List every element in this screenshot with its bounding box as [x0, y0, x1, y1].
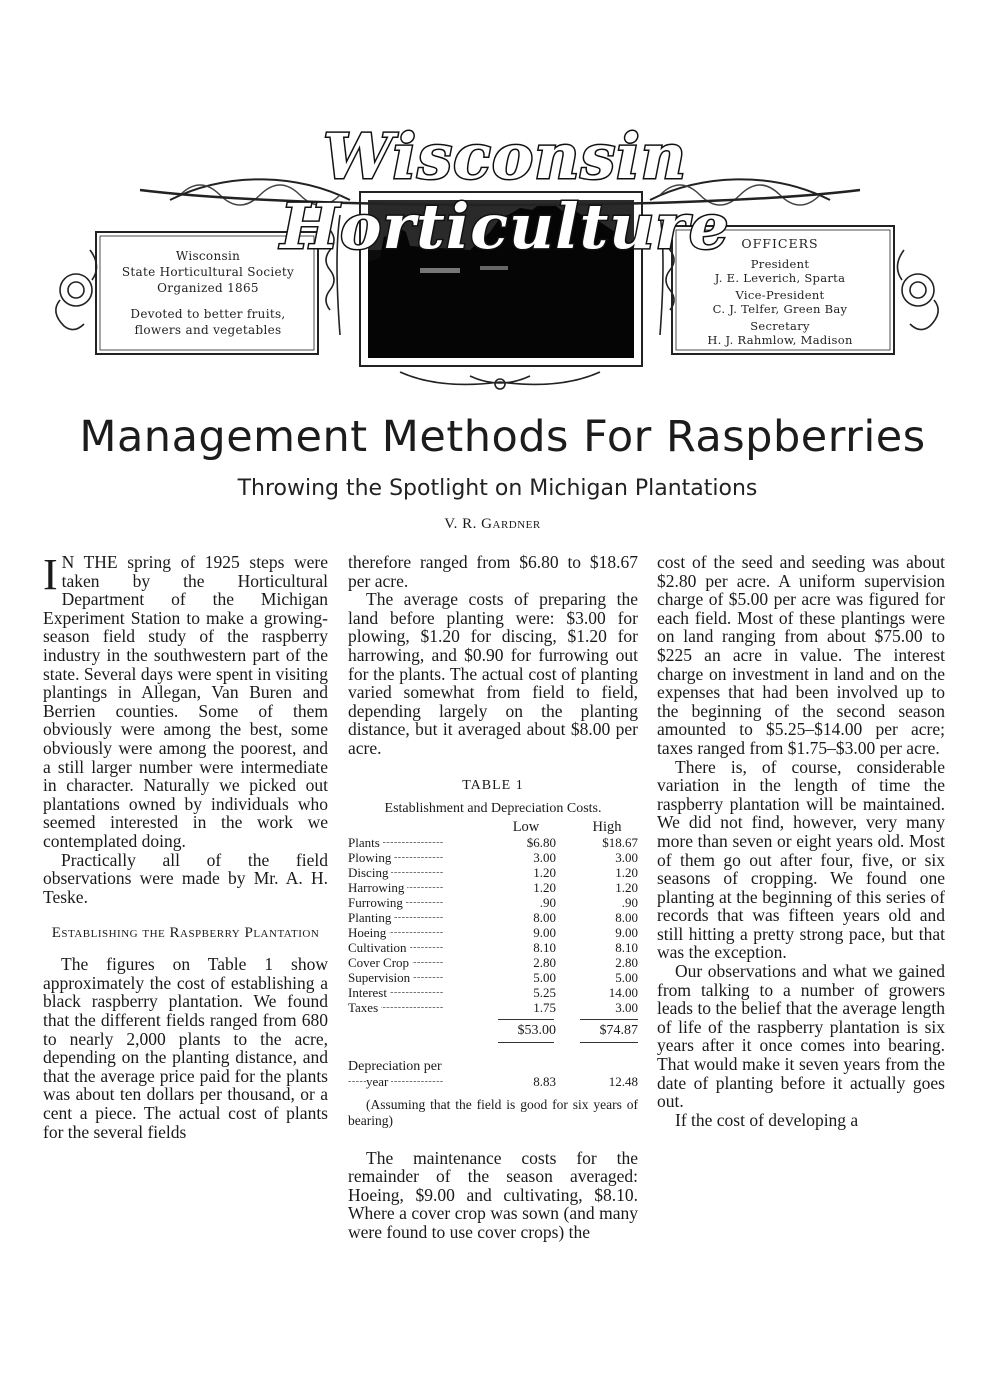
paragraph: cost of the seed and seeding was about $2.80 per acre. A uniform supervision charge of $5.00 per acre was figured for each field. Most of these plantings were on land ranging from about $75.00 to $225 an acre in value. The interest charge on investment in land and on the expenses that had been involved up to the beginning of the second season amounted to $5.25–$14.00 per acre; taxes ranged from $1.75–$3.00 per acre. — [657, 552, 945, 758]
officer-name: H. J. Rahmlow, Madison — [707, 333, 853, 347]
column-header-high: High — [592, 818, 622, 835]
depreciation-low: 8.83 — [533, 1073, 556, 1089]
row-low-value: 1.20 — [533, 864, 556, 880]
drop-cap: I — [43, 550, 58, 599]
table-row — [348, 955, 638, 970]
society-line: Organized 1865 — [157, 281, 259, 295]
row-label: Plants - - - — [348, 835, 496, 850]
officer-role: Secretary — [750, 319, 810, 333]
table-row — [348, 865, 638, 880]
depreciation-high: 12.48 — [608, 1073, 638, 1089]
masthead — [0, 0, 1005, 400]
table-note: (Assuming that the field is good for six years of bearing) — [348, 1096, 638, 1128]
row-low-value: 8.10 — [533, 939, 556, 955]
officers-heading: OFFICERS — [741, 236, 819, 251]
row-label: Furrowing - - - — [348, 895, 496, 910]
depreciation-row — [348, 1074, 638, 1089]
paragraph: Practically all of the field observations were made by Mr. A. H. Teske. — [43, 849, 328, 907]
row-low-value: 2.80 — [533, 954, 556, 970]
row-label: Plowing - - - — [348, 850, 496, 865]
row-high-value: 1.20 — [615, 864, 638, 880]
officer-name: J. E. Leverich, Sparta — [714, 271, 846, 285]
row-high-value: 14.00 — [608, 984, 638, 1000]
column-3 — [657, 553, 945, 1129]
table-caption: TABLE 1 — [462, 777, 524, 793]
row-label: Taxes - - - — [348, 1000, 496, 1015]
society-line: Devoted to better fruits, — [130, 307, 286, 321]
row-label: Interest - - - — [348, 985, 496, 1000]
depreciation-label: Depreciation per — [348, 1058, 442, 1074]
row-high-value: 8.00 — [615, 909, 638, 925]
article-title: Management Methods For Raspberries — [79, 412, 926, 462]
row-label: Cover Crop - - - — [348, 955, 496, 970]
row-high-value: 9.00 — [615, 924, 638, 940]
paragraph: therefore ranged from $6.80 to $18.67 per acre. — [348, 552, 638, 591]
masthead-title: Wisconsin Horticulture — [280, 120, 730, 263]
table-row — [348, 835, 638, 850]
society-line: flowers and vegetables — [134, 323, 282, 337]
table-body — [348, 835, 638, 1015]
row-low-value: 5.25 — [533, 984, 556, 1000]
column-2 — [348, 553, 638, 1242]
paragraph: The maintenance costs for the remainder of the season averaged: Hoeing, $9.00 and cultivating, $8.10. Where a cover crop was sown (and many were found to use cover crops) the — [348, 1147, 638, 1242]
officer-role: President — [750, 257, 810, 271]
paragraph: The average costs of preparing the land before planting were: $3.00 for plowing, $1.20 for discing, $1.20 for harrowing, and $0.90 for furrowing out for the plants. The actual cost of planting varied somewhat from field to field, depending largely on the planting distance, but it averaged about $8.00 per acre. — [348, 589, 638, 758]
row-label: Planting - - - — [348, 910, 496, 925]
row-high-value: 2.80 — [615, 954, 638, 970]
officer-role: Vice-President — [735, 288, 825, 302]
table-header-row — [348, 820, 638, 835]
column-1 — [43, 550, 328, 1142]
table-row — [348, 985, 638, 1000]
table-row — [348, 1000, 638, 1015]
row-label: Hoeing - - - — [348, 925, 496, 940]
row-low-value: 3.00 — [533, 849, 556, 865]
row-high-value: 8.10 — [615, 939, 638, 955]
row-low-value: 8.00 — [533, 909, 556, 925]
row-high-value: 3.00 — [615, 849, 638, 865]
row-high-value: 1.20 — [615, 879, 638, 895]
row-label: Cultivation - - - — [348, 940, 496, 955]
author-byline — [0, 516, 985, 533]
cost-table — [348, 778, 638, 1129]
row-high-value: 5.00 — [615, 969, 638, 985]
table-row — [348, 940, 638, 955]
total-rule — [348, 1019, 638, 1020]
table-row — [348, 850, 638, 865]
total-low: $53.00 — [517, 1022, 556, 1038]
officers-panel — [680, 236, 880, 351]
row-low-value: .90 — [539, 894, 556, 910]
article-subtitle: Throwing the Spotlight on Michigan Plantations — [237, 476, 758, 501]
paragraph: The figures on Table 1 show approximately the cost of establishing a black raspberry plantation. We found that the different fields ranged from 680 to nearly 2,000 plants to the acre, depending on the planting distance, and that the average price paid for the plants was about ten dollars per thousand, or a cent a piece. The actual cost of plants for the several fields — [43, 954, 328, 1142]
table-row — [348, 880, 638, 895]
officer-name: C. J. Telfer, Green Bay — [712, 302, 848, 316]
table-subcaption: Establishment and Depreciation Costs. — [384, 800, 602, 816]
paragraph: Our observations and what we gained from talking to a number of growers leads to the belief that the average length of life of the raspberry plantation is six years after it once comes into bearing. That would make it seven years from the date of planting before it actually goes out. — [657, 961, 945, 1112]
row-low-value: $6.80 — [526, 834, 556, 850]
row-low-value: 5.00 — [533, 969, 556, 985]
total-high: $74.87 — [599, 1022, 638, 1038]
row-label: Supervision - - - — [348, 970, 496, 985]
paragraph-text: N THE spring of 1925 steps were taken by the Horticultural Department of the Michigan Experiment Station to make a growing-season field study of the raspberry industry in the southwestern part of the state. Several days were spent in visiting plantings in Allegan, Van Buren and Berrien counties. Some of them obviously were among the best, some obviously were among the poorest, and a still larger number were intermediate in character. Naturally we picked out plantations owned by individuals who seemed interested in the work we contemplated doing. — [43, 552, 328, 851]
column-header-low: Low — [512, 818, 540, 835]
row-low-value: 1.75 — [533, 999, 556, 1015]
society-line: Wisconsin — [175, 249, 241, 263]
paragraph: There is, of course, considerable variation in the length of time the raspberry plantation will be maintained. We did not find, however, very many more than seven or eight years old. Most of them go out after four, five, or six seasons of cropping. We found one planting at the beginning of this series of records that was fifteen years old and still hitting a pretty strong pace, but that was the exception. — [657, 756, 945, 963]
society-line: State Horticultural Society — [121, 265, 295, 279]
paragraph: If the cost of developing a — [675, 1109, 859, 1130]
row-label: Harrowing - - - — [348, 880, 496, 895]
total-rule-bottom — [348, 1042, 638, 1043]
row-low-value: 1.20 — [533, 879, 556, 895]
section-heading: Establishing the Raspberry Plantation — [51, 925, 320, 942]
society-panel — [108, 248, 308, 338]
row-high-value: $18.67 — [602, 834, 638, 850]
author-surname: Gardner — [481, 516, 541, 532]
table-total-row — [348, 1023, 638, 1038]
row-high-value: .90 — [621, 894, 638, 910]
author-initials: V. R. — [444, 516, 477, 532]
row-high-value: 3.00 — [615, 999, 638, 1015]
table-row — [348, 895, 638, 910]
table-row — [348, 910, 638, 925]
row-low-value: 9.00 — [533, 924, 556, 940]
row-label: year - - - — [348, 1074, 496, 1089]
table-row — [348, 970, 638, 985]
row-label: Discing - - - — [348, 865, 496, 880]
table-row — [348, 925, 638, 940]
paragraph — [43, 550, 328, 851]
